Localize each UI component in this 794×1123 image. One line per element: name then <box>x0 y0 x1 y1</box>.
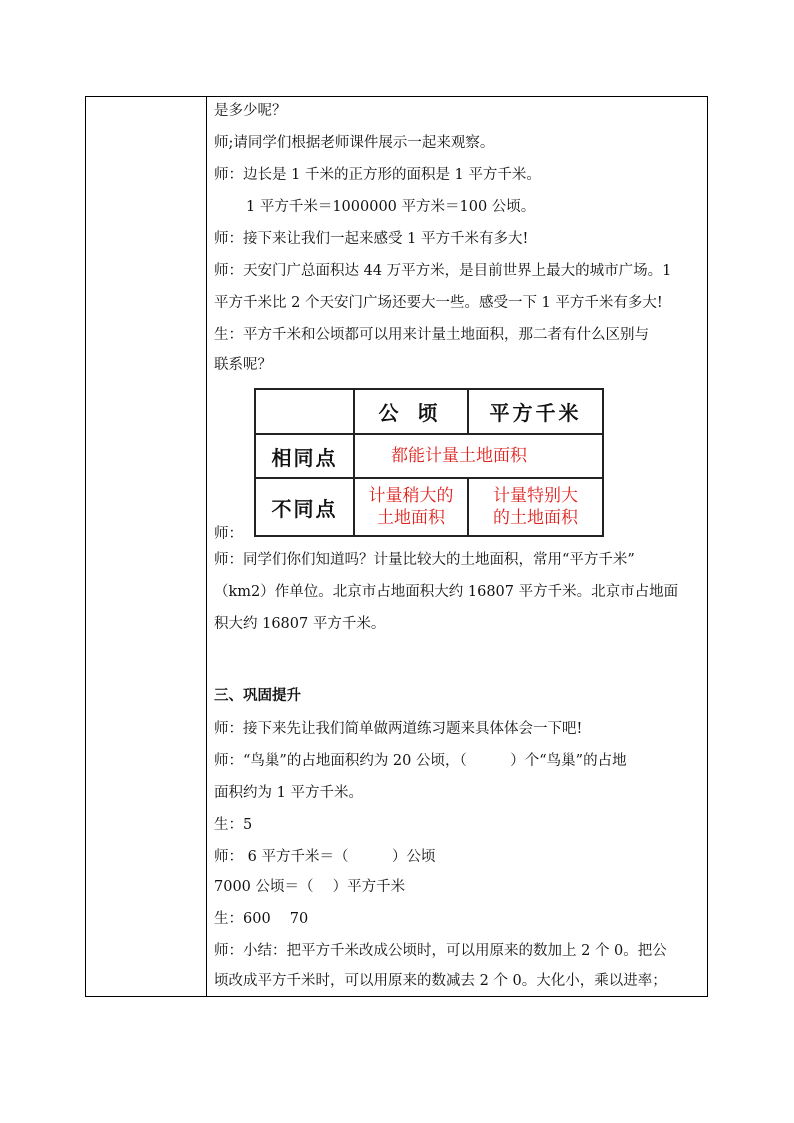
row-label-diff: 不同点 <box>271 496 338 521</box>
text-line-23: 顷改成平方千米时，可以用原来的数减去 2 个 0。大化小，乘以进率； <box>214 973 667 989</box>
diff-square-km <box>469 479 602 535</box>
comparison-table <box>254 388 604 537</box>
text-line-13: 积大约 16807 平方千米。 <box>214 616 386 632</box>
row-label-same: 相同点 <box>271 445 338 470</box>
text-line-15: 师：接下来先让我们简单做两道练习题来具体体会一下吧! <box>214 721 583 737</box>
same-point-value: 都能计量土地面积 <box>391 446 527 466</box>
text-line-4: 1 平方千米＝1000000 平方米＝100 公顷。 <box>246 199 536 215</box>
diff-square-km-line1: 计量特别大 <box>493 486 578 506</box>
header-hectare: 公 顷 <box>378 401 444 425</box>
diff-hectare-line2: 土地面积 <box>377 508 445 528</box>
text-line-20: 7000 公顷＝（ ）平方千米 <box>214 879 406 895</box>
text-line-3: 师：边长是 1 千米的正方形的面积是 1 平方千米。 <box>214 167 541 183</box>
diff-hectare-line1: 计量稍大的 <box>368 486 454 506</box>
diff-hectare <box>355 479 467 535</box>
header-square-km: 平方千米 <box>489 401 582 425</box>
text-line-19: 师： 6 平方千米＝（ ）公顷 <box>214 849 436 865</box>
text-line-16: 师：“鸟巢”的占地面积约为 20 公顷，（ ）个“鸟巢”的占地 <box>214 753 627 769</box>
text-line-17: 面积约为 1 平方千米。 <box>214 785 363 801</box>
text-line-6: 师：天安门广总面积达 44 万平方米，是目前世界上最大的城市广场。1 <box>214 263 672 279</box>
diff-square-km-line2: 的土地面积 <box>493 508 578 528</box>
text-line-12: （km2）作单位。北京市占地面积大约 16807 平方千米。北京市占地面 <box>214 584 679 600</box>
section-heading: 三、巩固提升 <box>214 688 301 704</box>
text-line-8: 生：平方千米和公顷都可以用来计量土地面积，那二者有什么区别与 <box>214 327 649 343</box>
text-line-1: 是多少呢？ <box>214 103 287 119</box>
text-line-10: 师： <box>214 526 243 542</box>
text-line-5: 师：接下来让我们一起来感受 1 平方千米有多大! <box>214 231 529 247</box>
text-line-21: 生：600 70 <box>214 911 309 927</box>
text-line-22: 师：小结：把平方千米改成公顷时，可以用原来的数加上 2 个 0。把公 <box>214 943 667 959</box>
text-line-7: 平方千米比 2 个天安门广场还要大一些。感受一下 1 平方千米有多大! <box>214 295 663 311</box>
text-line-18: 生：5 <box>214 817 253 833</box>
column-divider <box>206 96 207 997</box>
text-line-11: 师：同学们你们知道吗？计量比较大的土地面积，常用“平方千米” <box>214 552 635 568</box>
text-line-9: 联系呢？ <box>214 357 272 373</box>
text-line-2: 师;请同学们根据老师课件展示一起来观察。 <box>214 135 495 151</box>
